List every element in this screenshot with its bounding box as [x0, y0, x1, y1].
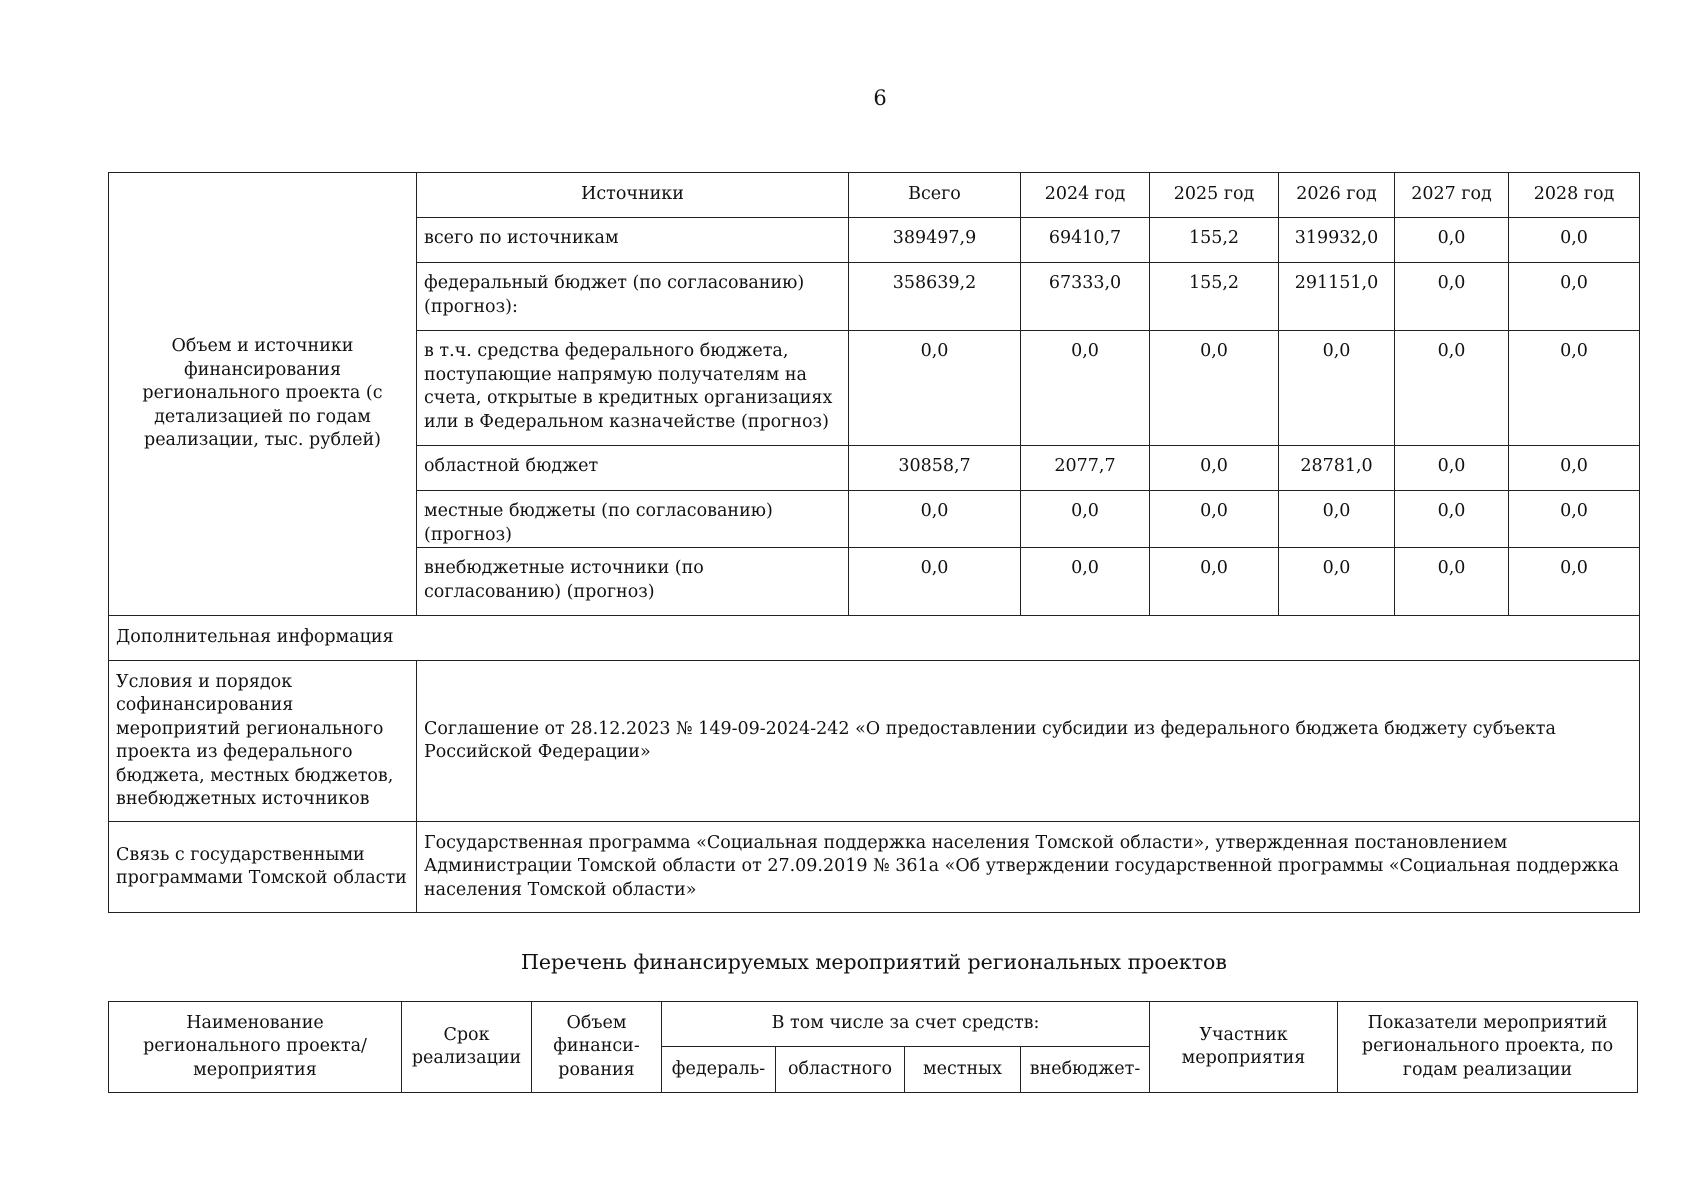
value-cell: 0,0	[1150, 446, 1279, 491]
funding-table	[108, 172, 1640, 913]
header-2026: 2026 год	[1279, 173, 1395, 218]
header-2025: 2025 год	[1150, 173, 1279, 218]
cofinancing-label: Условия и порядок софинансирования мероприятий регионального проекта из федерального бюджета, местных бюджетов, внебюджетных источников	[109, 661, 417, 822]
value-cell: 30858,7	[849, 446, 1021, 491]
value-cell: 155,2	[1150, 218, 1279, 263]
header-regional: областного	[776, 1047, 905, 1093]
value-cell: 0,0	[1509, 446, 1640, 491]
value-cell: 0,0	[1395, 218, 1509, 263]
value-cell: 0,0	[1509, 218, 1640, 263]
value-cell: 0,0	[1509, 331, 1640, 446]
source-label: всего по источникам	[417, 218, 849, 263]
funding-row-label: Объем и источники финансирования регионального проекта (с детализацией по годам реализации, тыс. рублей)	[109, 173, 417, 616]
value-cell: 69410,7	[1021, 218, 1150, 263]
value-cell: 0,0	[1395, 491, 1509, 548]
source-label: областной бюджет	[417, 446, 849, 491]
header-funds-group: В том числе за счет средств:	[662, 1002, 1150, 1047]
header-2028: 2028 год	[1509, 173, 1640, 218]
cofinancing-value: Соглашение от 28.12.2023 № 149-09-2024-242 «О предоставлении субсидии из федерального бюджета бюджету субъекта Российской Федерации»	[417, 661, 1640, 822]
value-cell: 389497,9	[849, 218, 1021, 263]
value-cell: 0,0	[1150, 491, 1279, 548]
value-cell: 0,0	[1395, 331, 1509, 446]
measures-header-row	[109, 1002, 1638, 1047]
page-number: 6	[873, 86, 887, 110]
value-cell: 0,0	[1150, 548, 1279, 616]
measures-table	[108, 1001, 1638, 1093]
value-cell: 0,0	[849, 331, 1021, 446]
programs-link-row	[109, 822, 1640, 913]
value-cell: 0,0	[1279, 331, 1395, 446]
value-cell: 0,0	[849, 491, 1021, 548]
value-cell: 0,0	[1021, 548, 1150, 616]
value-cell: 0,0	[849, 548, 1021, 616]
source-label: в т.ч. средства федерального бюджета, поступающие напрямую получателям на счета, открытые в кредитных организациях или в Федеральном казначействе (прогноз)	[417, 331, 849, 446]
value-cell: 0,0	[1021, 331, 1150, 446]
header-volume: Объем финанси-рования	[532, 1002, 662, 1093]
value-cell: 0,0	[1279, 548, 1395, 616]
value-cell: 0,0	[1150, 331, 1279, 446]
header-term: Срок реализации	[402, 1002, 532, 1093]
header-extrabudgetary: внебюджет-	[1021, 1047, 1150, 1093]
value-cell: 0,0	[1395, 446, 1509, 491]
value-cell: 155,2	[1150, 263, 1279, 331]
source-label: федеральный бюджет (по согласованию) (прогноз):	[417, 263, 849, 331]
value-cell: 67333,0	[1021, 263, 1150, 331]
cofinancing-row	[109, 661, 1640, 822]
source-label: внебюджетные источники (по согласованию) (прогноз)	[417, 548, 849, 616]
header-federal: федераль-	[662, 1047, 776, 1093]
value-cell: 0,0	[1395, 263, 1509, 331]
additional-info-row	[109, 616, 1640, 661]
source-label: местные бюджеты (по согласованию) (прогноз)	[417, 491, 849, 548]
programs-link-label: Связь с государственными программами Томской области	[109, 822, 417, 913]
header-local: местных	[905, 1047, 1021, 1093]
header-indicators: Показатели мероприятий регионального проекта, по годам реализации	[1338, 1002, 1638, 1093]
value-cell: 0,0	[1509, 548, 1640, 616]
value-cell: 0,0	[1509, 263, 1640, 331]
value-cell: 319932,0	[1279, 218, 1395, 263]
value-cell: 358639,2	[849, 263, 1021, 331]
value-cell: 291151,0	[1279, 263, 1395, 331]
value-cell: 0,0	[1021, 491, 1150, 548]
measures-title: Перечень финансируемых мероприятий региональных проектов	[521, 950, 1227, 974]
additional-info-heading: Дополнительная информация	[109, 616, 1640, 661]
header-2024: 2024 год	[1021, 173, 1150, 218]
value-cell: 0,0	[1279, 491, 1395, 548]
header-total: Всего	[849, 173, 1021, 218]
value-cell: 0,0	[1395, 548, 1509, 616]
value-cell: 28781,0	[1279, 446, 1395, 491]
header-participant: Участник мероприятия	[1150, 1002, 1338, 1093]
funding-header-row	[109, 173, 1640, 218]
header-project-name: Наименование регионального проекта/ мероприятия	[109, 1002, 402, 1093]
programs-link-value: Государственная программа «Социальная поддержка населения Томской области», утвержденная постановлением Администрации Томской области от 27.09.2019 № 361а «Об утверждении государственной программы «Социальная поддержка населения Томской области»	[417, 822, 1640, 913]
header-2027: 2027 год	[1395, 173, 1509, 218]
value-cell: 2077,7	[1021, 446, 1150, 491]
header-sources: Источники	[417, 173, 849, 218]
value-cell: 0,0	[1509, 491, 1640, 548]
